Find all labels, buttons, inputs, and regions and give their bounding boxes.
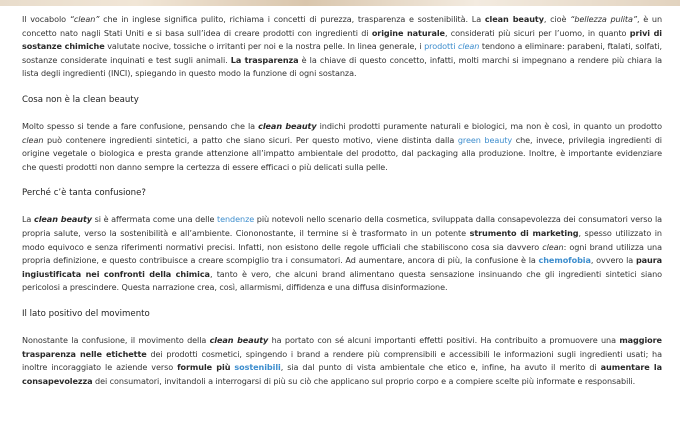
chemofobia-link[interactable]: chemofobia: [538, 255, 591, 266]
section-heading-confusione: Perché c’è tanta confusione?: [22, 188, 146, 199]
section-paragraph-cosa-non-e: Molto spesso si tende a fare confusione, pensando che la clean beauty indichi prodotti puramente naturali e biologici, ma non è così, in quanto un prodotto clean può contenere ingredienti sintetici, a patto che siano sicuri. Per questo motivo, viene distinta dalla green beauty che, invece, privilegia ingredienti di origine vegetale o biologica e presta grande attenzione all’impatto ambientale del prodotto, dal packaging alla produzione. Inoltre, è importante evidenziare che questi prodotti non danno sempre la certezza di essere efficaci o più delicati sulla pelle.: [22, 120, 663, 172]
section-heading-lato-positivo: Il lato positivo del movimento: [22, 308, 150, 319]
article-body: [22, 13, 662, 388]
tendenze-link[interactable]: tendenze: [217, 214, 255, 225]
green-beauty-link[interactable]: green beauty: [457, 134, 513, 145]
intro-paragraph: Il vocabolo “clean” che in inglese significa pulito, richiama i concetti di purezza, trasparenza e sostenibilità. La clean beauty, cioè “bellezza pulita”, è un concetto nato nagli Stati Uniti e si basa sull’idea di creare prodotti con ingredienti di origine naturale, considerati più sicuri per l’uomo, in quanto privi di sostanze chimiche valutate nocive, tossiche o irritanti per noi e la nostra pelle. In linea generale, i prodotti clean tendono a eliminare: parabeni, ftalati, solfati, sostanze considerate inquinati e test sugli animali. La trasparenza è la chiave di questo concetto, infatti, molti marchi si impegnano a rendere più chiara la lista degli ingredienti (INCI), spiegando in questo modo la funzione di ogni sostanza.: [22, 14, 663, 79]
prodotti-clean-link[interactable]: prodotti clean: [424, 41, 480, 52]
sostenibili-link[interactable]: sostenibili: [234, 362, 281, 373]
section-paragraph-confusione: La clean beauty si è affermata come una delle tendenze più notevoli nello scenario della cosmetica, sviluppata dalla consapevolezza dei consumatori verso la propria salute, verso la sostenibilità e all’ambiente. Ciononostante, il termine si è trasformato in un potente strumento di marketing, spesso utilizzato in modo equivoco e senza riferimenti normativi precisi. Infatti, non esistono delle regole ufficiali che stabiliscono cosa sia davvero clean: ogni brand utilizza una propria definizione, e questo contribuisce a creare scompiglio tra i consumatori. Ad aumentare, ancora di più, la confusione è la chemofobia, ovvero la paura ingiustificata nei confronti della chimica, tanto è vero, che alcuni brand alimentano questa sensazione insinuando che gli ingredienti sintetici siano pericolosi a prescindere. Questa narrazione crea, così, allarmismi, diffidenza e una diffusa disinformazione.: [22, 214, 663, 293]
header-image-strip: [0, 0, 680, 6]
section-paragraph-lato-positivo: Nonostante la confusione, il movimento della clean beauty ha portato con sé alcuni importanti effetti positivi. Ha contribuito a promuovere una maggiore trasparenza nelle etichette dei prodotti cosmetici, spingendo i brand a rendere più comprensibili e accessibili le informazioni sugli ingredienti usati; ha inoltre incoraggiato le aziende verso formule più sostenibili, sia dal punto di vista ambientale che etico e, infine, ha avuto il merito di aumentare la consapevolezza dei consumatori, invitandoli a interrogarsi di più su ciò che applicano sul proprio corpo e a compiere scelte più informate e responsabili.: [22, 334, 662, 386]
section-heading-cosa-non-e: Cosa non è la clean beauty: [22, 94, 139, 105]
